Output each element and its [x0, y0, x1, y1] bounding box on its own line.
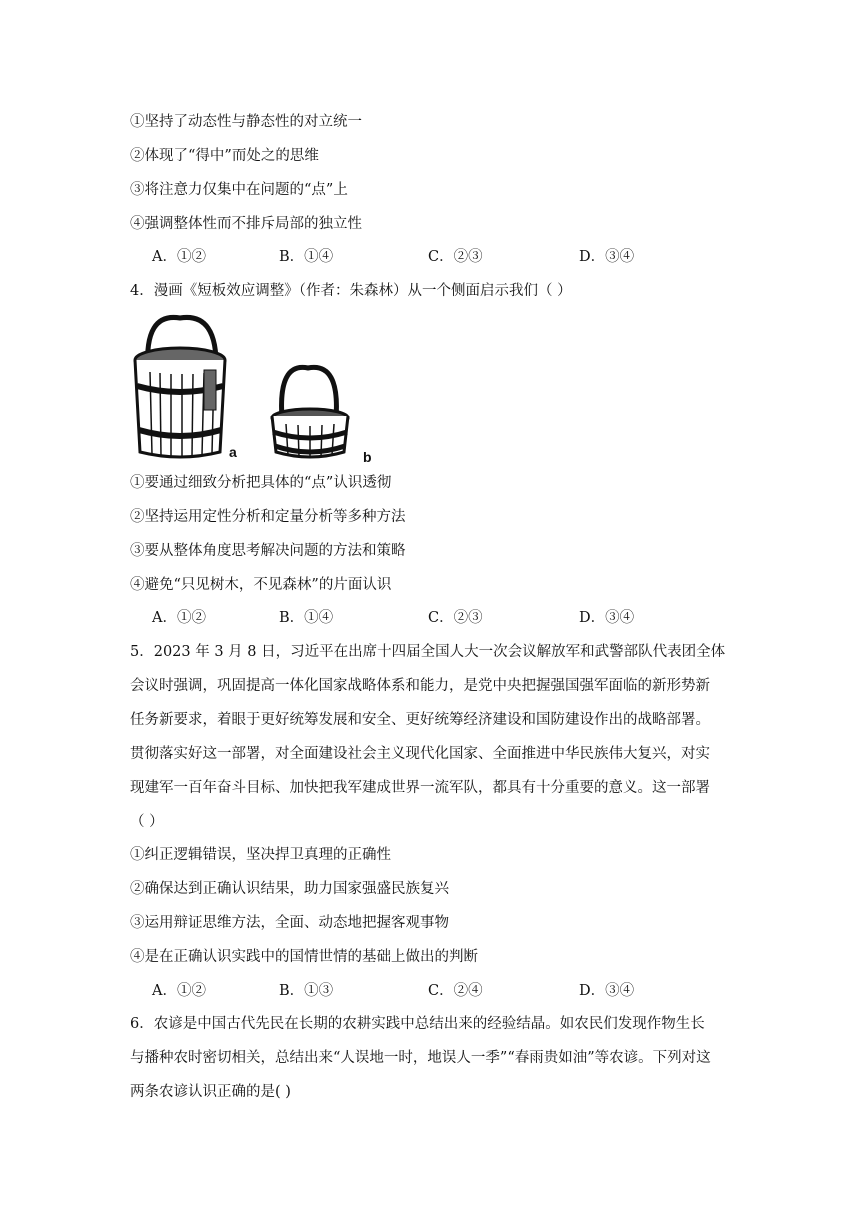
q3-option-c: C．②③ [428, 249, 483, 265]
q4-option-d: D．③④ [579, 610, 635, 626]
q5-stem-line-3: 任务新要求，着眼于更好统筹发展和安全、更好统筹经济建设和国防建设作出的战略部署。 [130, 712, 710, 728]
q5-stem-line-4: 贯彻落实好这一部署，对全面建设社会主义现代化国家、全面推进中华民族伟大复兴，对实 [130, 746, 710, 762]
q5-stem [130, 635, 732, 839]
figure-label-b: b [363, 449, 372, 464]
q6-stem [130, 1007, 732, 1109]
q5-option-d: D．③④ [579, 983, 635, 999]
bucket-b-image [272, 367, 348, 458]
q5-statement-1: ①纠正逻辑错误，坚决捍卫真理的正确性 [130, 847, 391, 863]
q5-option-a: A．①② [152, 983, 206, 999]
q3-statement-4: ④强调整体性而不排斥局部的独立性 [130, 216, 362, 232]
q3-option-a: A．①② [152, 249, 206, 265]
q6-stem-line-1: 6．农谚是中国古代先民在长期的农耕实践中总结出来的经验结晶。如农民们发现作物生长 [130, 1016, 705, 1032]
q5-stem-line-5: 现建军一百年奋斗目标、加快把我军建成世界一流军队，都具有十分重要的意义。这一部署 [130, 780, 710, 796]
q4-statement-3: ③要从整体角度思考解决问题的方法和策略 [130, 543, 406, 559]
q4-statement-1: ①要通过细致分析把具体的“点”认识透彻 [130, 475, 392, 491]
q4-stem: 4．漫画《短板效应调整》（作者：朱森林）从一个侧面启示我们（ ） [130, 283, 572, 299]
q5-stem-line-2: 会议时强调，巩固提高一体化国家战略体系和能力，是党中央把握强国强军面临的新形势新 [130, 678, 710, 694]
q3-statement-2: ②体现了“得中”而处之的思维 [130, 148, 319, 164]
q6-stem-line-3: 两条农谚认识正确的是( ) [130, 1084, 291, 1100]
q4-option-c: C．②③ [428, 610, 483, 626]
q4-statement-4: ④避免“只见树木，不见森林”的片面认识 [130, 577, 392, 593]
q5-stem-line-6: （ ） [130, 814, 164, 830]
q5-option-b: B．①③ [279, 983, 334, 999]
bucket-cartoon [130, 312, 380, 464]
q3-option-d: D．③④ [579, 249, 635, 265]
q5-option-c: C．②④ [428, 983, 483, 999]
q5-statement-4: ④是在正确认识实践中的国情世情的基础上做出的判断 [130, 949, 478, 965]
bucket-illustration [130, 312, 380, 464]
q6-stem-line-2: 与播种农时密切相关，总结出来“人误地一时，地误人一季”“春雨贵如油”等农谚。下列对这 [130, 1050, 711, 1066]
q4-statement-2: ②坚持运用定性分析和定量分析等多种方法 [130, 509, 406, 525]
figure-label-a: a [229, 444, 237, 460]
q3-statement-1: ①坚持了动态性与静态性的对立统一 [130, 114, 362, 130]
q5-statement-3: ③运用辩证思维方法，全面、动态地把握客观事物 [130, 915, 449, 931]
q5-stem-line-1: 5．2023 年 3 月 8 日，习近平在出席十四届全国人大一次会议解放军和武警部队代表团全体 [130, 644, 726, 660]
q3-option-b: B．①④ [279, 249, 334, 265]
bucket-a-image [135, 317, 225, 457]
q4-option-a: A．①② [152, 610, 206, 626]
q5-statement-2: ②确保达到正确认识结果，助力国家强盛民族复兴 [130, 881, 449, 897]
q4-option-b: B．①④ [279, 610, 334, 626]
q3-statement-3: ③将注意力仅集中在问题的“点”上 [130, 182, 348, 198]
